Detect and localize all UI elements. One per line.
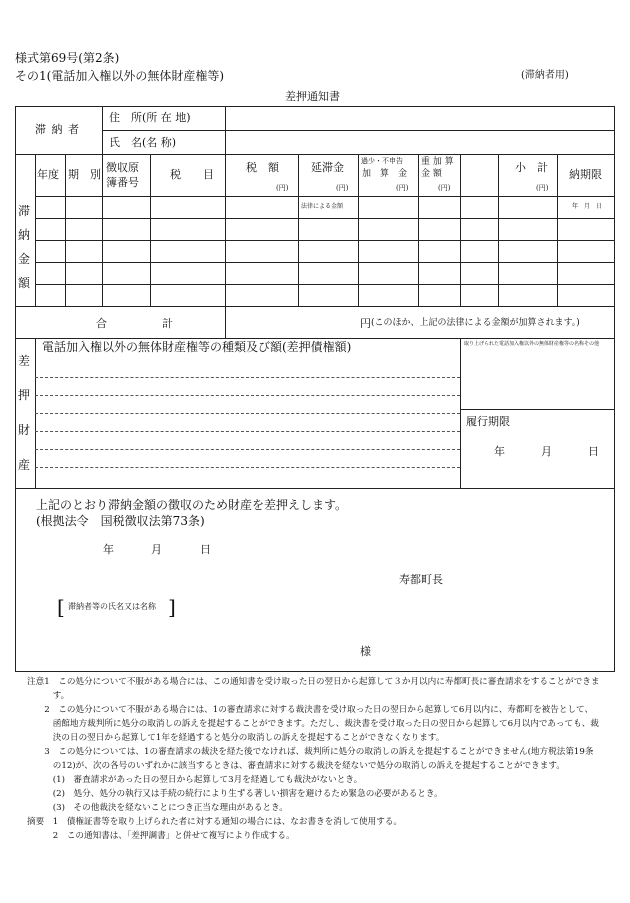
arrears-side-4: 額 bbox=[18, 276, 31, 290]
note-line: 注意1 この処分について不服がある場合には、この通知書を受け取った日の翌日から起算して３か月以内に寿都町長に審査請求をすることができま bbox=[27, 677, 600, 687]
date-year: 年 bbox=[103, 543, 114, 556]
note-line: す。 bbox=[27, 691, 70, 701]
col-heavy-1: 重 加 算 bbox=[421, 157, 454, 167]
deadline-year: 年 bbox=[494, 445, 505, 458]
note-line: 決の日の翌日から起算して1年を経過すると処分の取消しの訴えを提起することができなくなります。 bbox=[27, 733, 445, 743]
col-ledger-2: 簿番号 bbox=[106, 176, 139, 189]
col-due: 納期限 bbox=[569, 168, 602, 181]
seized-property-label: 電話加入権以外の無体財産権等の種類及び額(差押債権額) bbox=[42, 340, 352, 354]
deadline-label: 履行期限 bbox=[466, 415, 510, 428]
notes-block bbox=[27, 675, 613, 843]
unit-yen-delinquency: (円) bbox=[336, 184, 349, 192]
seized-small-note: 取り上げられた電話加入権以外の無体財産権等の名称その他 bbox=[464, 341, 600, 347]
form-subtitle: その1(電話加入権以外の無体財産権等) bbox=[15, 69, 224, 83]
col-under-2: 加 算 金 bbox=[362, 169, 408, 179]
col-under-1: 過少・不申告 bbox=[361, 157, 403, 165]
unit-yen-under: (円) bbox=[396, 184, 409, 192]
seized-side-1: 差 bbox=[18, 354, 31, 368]
total-note: (このほか、上記の法律による金額が加算されます。) bbox=[371, 318, 580, 328]
document-title: 差押通知書 bbox=[285, 90, 340, 103]
taxpayer-label: 滞 納 者 bbox=[35, 123, 80, 136]
name-label: 氏 名(名 称) bbox=[109, 136, 177, 149]
date-day: 日 bbox=[200, 543, 211, 556]
deadline-day: 日 bbox=[588, 445, 599, 458]
bracket-left: [ bbox=[57, 595, 65, 619]
unit-yen-heavy: (円) bbox=[438, 184, 451, 192]
statement-line-2: (根拠法令 国税徴収法第73条) bbox=[36, 514, 205, 528]
note-line: (3) その他裁決を経ないことにつき正当な理由があるとき。 bbox=[27, 803, 288, 813]
due-date-format: 年 月 日 bbox=[572, 203, 603, 210]
seized-side-2: 押 bbox=[18, 388, 31, 402]
col-period: 期 別 bbox=[68, 168, 101, 181]
deadline-month: 月 bbox=[541, 445, 552, 458]
bracket-right: ] bbox=[168, 595, 176, 619]
col-delinquency: 延滞金 bbox=[311, 161, 344, 174]
arrears-side-3: 金 bbox=[18, 252, 31, 266]
addressee-label: 滞納者等の氏名又は名称 bbox=[68, 602, 156, 611]
form-number: 様式第69号(第2条) bbox=[15, 51, 120, 65]
sama-honorific: 様 bbox=[360, 645, 371, 658]
statement-line-1: 上記のとおり滞納金額の徴収のため財産を差押えします。 bbox=[36, 498, 348, 512]
col-ledger-1: 徴収原 bbox=[106, 161, 139, 174]
note-line: (1) 審査請求があった日の翌日から起算して3月を経過しても裁決がないとき。 bbox=[27, 775, 363, 785]
note-line: 2 この処分について不服がある場合には、1の審査請求に対する裁決書を受け取った日の翌日から起算して6月以内に、寿都町を被告として、 bbox=[27, 705, 594, 715]
note-line: 2 この通知書は、「差押調書」と併せて複写により作成する。 bbox=[27, 831, 295, 841]
total-label: 合 計 bbox=[96, 317, 173, 330]
seized-side-4: 産 bbox=[18, 458, 31, 472]
arrears-side-1: 滞 bbox=[18, 204, 31, 218]
form-frame bbox=[15, 106, 615, 672]
col-heavy-2: 金 額 bbox=[421, 169, 442, 179]
total-yen: 円 bbox=[360, 317, 371, 330]
col-tax-item: 税 目 bbox=[170, 168, 214, 181]
mayor-title: 寿都町長 bbox=[399, 573, 443, 586]
note-line: 摘要 1 債権証書等を取り上げられた者に対する通知の場合には、なお書きを消して使用する。 bbox=[27, 817, 403, 827]
col-subtotal: 小 計 bbox=[515, 161, 548, 174]
copy-type-label: (滞納者用) bbox=[521, 70, 569, 81]
unit-yen-subtotal: (円) bbox=[536, 184, 549, 192]
unit-yen-tax: (円) bbox=[276, 184, 289, 192]
date-month: 月 bbox=[151, 543, 162, 556]
note-line: (2) 処分、処分の執行又は手続の続行により生ずる著しい損害を避けるため緊急の必要があるとき。 bbox=[27, 789, 443, 799]
seized-side-3: 財 bbox=[18, 423, 31, 437]
col-year: 年度 bbox=[37, 168, 59, 181]
note-line: の12)が、次の各号のいずれかに該当するときは、審査請求に対する裁決を経ないで処分の取消しの訴えを提起することができます。 bbox=[27, 761, 565, 771]
arrears-side-2: 納 bbox=[18, 228, 31, 242]
legal-amount-note: 法律による金額 bbox=[301, 203, 344, 210]
col-tax-amount: 税 額 bbox=[246, 161, 279, 174]
note-line: 3 この処分については、1の審査請求の裁決を経た後でなければ、裁判所に処分の取消しの訴えを提起することができません(地方税法第19条 bbox=[27, 747, 594, 757]
address-label: 住 所(所 在 地) bbox=[109, 111, 191, 124]
note-line: 函館地方裁判所に処分の取消しの訴えを提起することができます。ただし、裁決書を受け取った日の翌日から起算して6月以内であっても、裁 bbox=[27, 719, 599, 729]
